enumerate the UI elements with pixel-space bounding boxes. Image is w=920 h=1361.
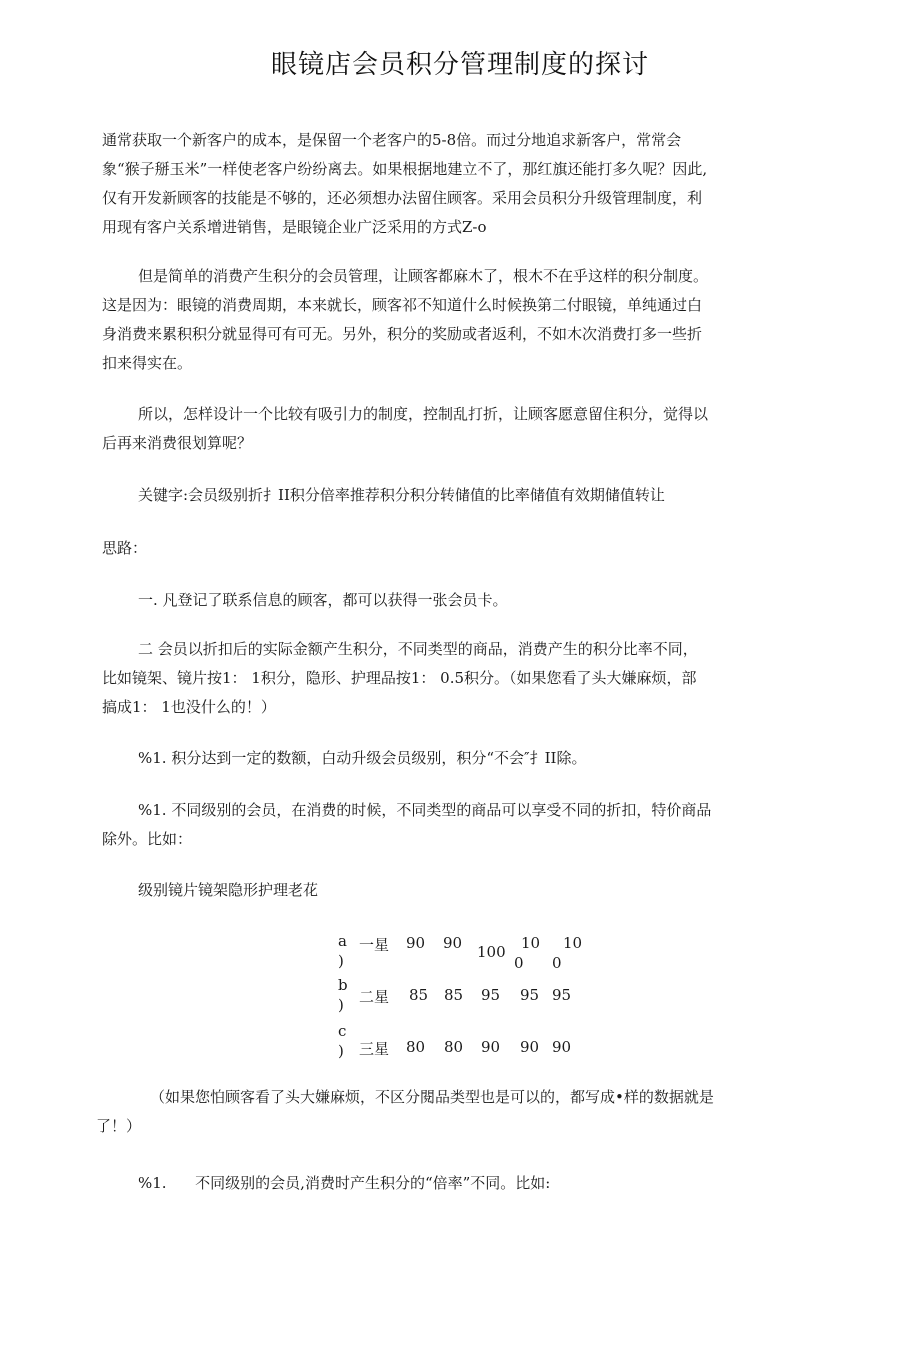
list-item-5 [102,1169,802,1198]
table-header-line [102,876,802,905]
value-cell: 90 [443,934,463,952]
text-line: 搞成1： 1也没什么的！） [102,698,276,716]
keywords-text: 关键字:会员级别折扌II积分倍率推荐积分积分转储值的比率储值有效期储值转让 [138,486,665,504]
table-header-text: 级别镜片镜架隐形护理老花 [138,881,319,899]
level-cell: 一星 [359,936,390,954]
value-cell: 90 [552,1038,572,1056]
value-cell: 90 [520,1038,540,1056]
row-mark: b [338,976,348,994]
text-line: 二 会员以折扣后的实际金额产生积分，不同类型的商品，消费产生的积分比率不同， [138,640,698,658]
value-cell: 95 [520,986,540,1004]
list-item-1 [102,586,802,615]
value-cell: 85 [409,986,429,1004]
value-cell: 80 [444,1038,464,1056]
text-line: %1. 不同级别的会员，在消费的时候，不同类型的商品可以享受不同的折扣，特价商品 [138,801,712,819]
text-line: 这是因为：眼镜的消费周期，本来就长，顾客祁不知道什么时候换第二付眼镜，单纯通过白 [102,296,703,314]
list-item-2 [102,635,802,722]
text-line: 一. 凡登记了联系信息的顾客，都可以获得一张会员卡。 [138,591,508,609]
value-cell: 0 [552,954,562,972]
value-cell: 80 [406,1038,426,1056]
text-line: 了！） [96,1117,142,1135]
level-cell: 三星 [359,1040,390,1058]
row-mark: ) [338,952,344,970]
text-line: 比如镜架、镜片按1： 1积分，隐形、护理品按1： 0.5积分。（如果您看了头大嫌麻烦，部 [102,669,697,687]
keywords-line [102,481,802,510]
thinking-heading [102,534,802,563]
row-mark: a [338,932,347,950]
text-line: 扣来得实在。 [102,354,193,372]
text-line: 后再来消费很划算呢？ [102,434,253,452]
value-cell: 85 [444,986,464,1004]
value-cell: 10 [563,934,583,952]
paragraph-3 [102,400,802,458]
intro-paragraph [102,126,802,242]
text-line: %1. 积分达到一定的数额，白动升级会员级别，积分“不会″扌II除。 [138,749,587,767]
value-cell: 90 [481,1038,501,1056]
note-paragraph [96,1083,806,1141]
text-line: 通常获取一个新客户的成本，是保留一个老客户的5-8倍。而过分地追求新客户，常常会 [102,131,682,149]
row-mark: ) [338,996,344,1014]
value-cell: 90 [406,934,426,952]
text-line: %1. 不同级别的会员,消费时产生积分的“倍率”不同。比如: [138,1174,551,1192]
row-mark: c [338,1022,347,1040]
value-cell: 100 [477,943,506,961]
value-cell: 10 [521,934,541,952]
paragraph-2 [102,262,802,378]
text-line: 除外。比如： [102,830,193,848]
value-cell: 0 [514,954,524,972]
text-line: 但是简单的消费产生积分的会员管理，让顾客都麻木了，根木不在乎这样的积分制度。 [138,267,709,285]
text-line: 用现有客户关系增进销售，是眼镜企业广泛采用的方式Z-o [102,218,487,236]
page-title: 眼镜店会员积分管理制度的探讨 [270,50,649,80]
text-line: 身消费来累积积分就显得可有可无。另外，积分的奖励或者返利，不如木次消费打多一些折 [102,325,703,343]
row-mark: ) [338,1042,344,1060]
thinking-label: 思路： [102,539,148,557]
list-item-4 [102,796,802,854]
value-cell: 95 [481,986,501,1004]
list-item-3 [102,744,802,773]
text-line: 所以，怎样设计一个比较有吸引力的制度，控制乱打折，让顾客愿意留住积分，觉得以 [138,405,709,423]
value-cell: 95 [552,986,572,1004]
level-cell: 二星 [359,988,390,1006]
text-line: （如果您怕顾客看了头大嫌麻烦，不区分閱品类型也是可以的，都写成•样的数据就是 [150,1088,714,1106]
text-line: 仅有开发新顾客的技能是不够的，还必须想办法留住顾客。采用会员积分升级管理制度，利 [102,189,703,207]
text-line: 象“猴子掰玉米”一样使老客户纷纷离去。如果根据地建立不了，那红旗还能打多久呢？因此, [102,160,708,178]
